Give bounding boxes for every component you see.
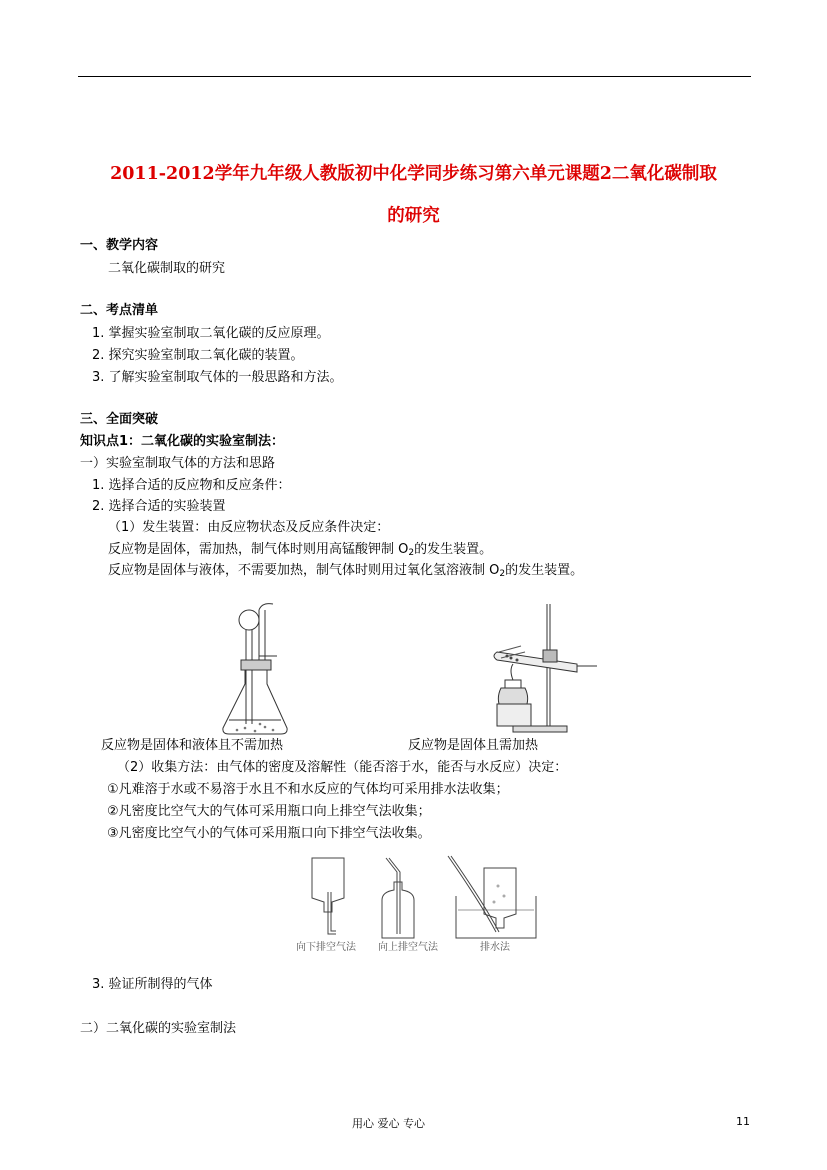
header-rule (78, 76, 751, 77)
knowledge-point-1: 知识点1：二氧化碳的实验室制法： (80, 434, 285, 449)
section-2-heading: 二、考点清单 (80, 303, 159, 318)
page-number: 11 (736, 1115, 750, 1128)
title-line-1: 2011-2012学年九年级人教版初中化学同步练习第六单元课题2二氧化碳制取 (110, 164, 717, 184)
part-2-heading: 二）二氧化碳的实验室制法 (80, 1021, 237, 1036)
label-downward: 向下排空气法 (296, 942, 356, 953)
generator-title: （1）发生装置：由反应物状态及反应条件决定： (108, 520, 390, 535)
collection-rule-1: ①凡难溶于水或不易溶于水且不和水反应的气体均可采用排水法收集； (107, 782, 509, 797)
title-line-2: 的研究 (387, 206, 440, 226)
generator-b: 反应物是固体与液体，不需要加热，制气体时则用过氧化氢溶液制 $O_2$的发生装置。 (108, 563, 584, 579)
caption-left: 反应物是固体和液体且不需加热 (101, 738, 284, 753)
list-item: 3. 了解实验室制取气体的一般思路和方法。 (92, 370, 343, 385)
label-upward: 向上排空气法 (378, 942, 438, 953)
section-1-text: 二氧化碳制取的研究 (108, 261, 226, 276)
step-1: 1. 选择合适的反应物和反应条件： (92, 478, 291, 493)
section-3-heading: 三、全面突破 (80, 412, 159, 427)
collection-title: （2）收集方法：由气体的密度及溶解性（能否溶于水，能否与水反应）决定： (117, 760, 568, 775)
collection-methods-figure (298, 852, 538, 940)
caption-right: 反应物是固体且需加热 (408, 738, 539, 753)
list-item: 1. 掌握实验室制取二氧化碳的反应原理。 (92, 326, 330, 341)
generator-a: 反应物是固体，需加热，制气体时则用高锰酸钾制 $O_2$的发生装置。 (108, 542, 493, 558)
flask-apparatus-figure (215, 600, 295, 736)
section-1-heading: 一、教学内容 (80, 238, 159, 253)
part-1-heading: 一）实验室制取气体的方法和思路 (80, 456, 276, 471)
collection-rule-2: ②凡密度比空气大的气体可采用瓶口向上排空气法收集； (107, 804, 431, 819)
footer-motto: 用心 爱心 专心 (352, 1117, 425, 1130)
label-water: 排水法 (480, 942, 510, 953)
step-2: 2. 选择合适的实验装置 (92, 499, 226, 514)
step-3: 3. 验证所制得的气体 (92, 977, 213, 992)
list-item: 2. 探究实验室制取二氧化碳的装置。 (92, 348, 304, 363)
heating-apparatus-figure (485, 600, 605, 736)
collection-rule-3: ③凡密度比空气小的气体可采用瓶口向下排空气法收集。 (107, 826, 431, 841)
